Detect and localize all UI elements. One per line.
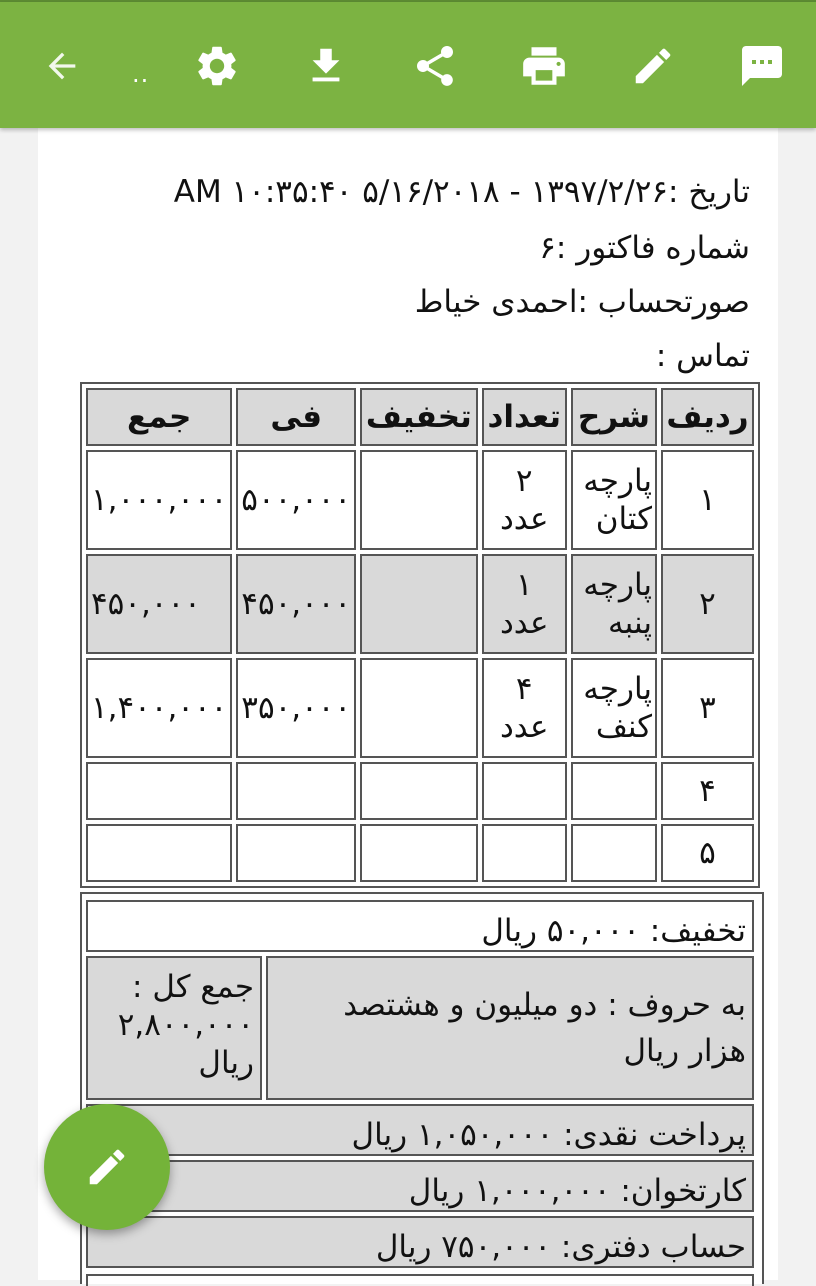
item-description: پارچه کتان [571, 450, 657, 550]
ledger-payment: حساب دفتری: ۷۵۰,۰۰۰ ریال [86, 1216, 754, 1268]
app-toolbar [0, 2, 816, 128]
item-description [571, 762, 657, 820]
table-row [86, 762, 754, 820]
back-button[interactable] [34, 36, 90, 96]
item-total: ۱,۰۰۰,۰۰۰ [86, 450, 232, 550]
item-quantity [482, 658, 567, 758]
column-header: تخفیف [360, 388, 478, 446]
item-price [236, 762, 356, 820]
print-button[interactable] [516, 36, 572, 96]
summary-row-partial [86, 1274, 754, 1286]
item-price: ۵۰۰,۰۰۰ [236, 450, 356, 550]
item-total [86, 762, 232, 820]
row-index: ۴ [661, 762, 754, 820]
row-index: ۱ [661, 450, 754, 550]
settings-button[interactable] [189, 36, 245, 96]
item-quantity [482, 450, 567, 550]
item-discount [360, 658, 478, 758]
card-payment: کارتخوان: ۱,۰۰۰,۰۰۰ ریال [86, 1160, 754, 1212]
quantity-value: ۴ [515, 671, 533, 707]
grand-total-unit: ریال [198, 1045, 254, 1081]
gear-icon [193, 42, 241, 90]
discount-total: تخفیف: ۵۰,۰۰۰ ریال [86, 900, 754, 952]
item-total [86, 824, 232, 882]
item-price: ۳۵۰,۰۰۰ [236, 658, 356, 758]
quantity-value: ۱ [515, 567, 533, 603]
column-header: جمع [86, 388, 232, 446]
table-row [86, 554, 754, 654]
column-header: ردیف [661, 388, 754, 446]
column-header: فی [236, 388, 356, 446]
print-icon [519, 41, 569, 91]
invoice-number: شماره فاکتور :۶ [539, 230, 750, 266]
item-discount [360, 824, 478, 882]
table-row [86, 658, 754, 758]
item-price [236, 824, 356, 882]
grand-total-label: جمع کل : [132, 969, 254, 1005]
message-button[interactable] [734, 36, 790, 96]
row-index: ۳ [661, 658, 754, 758]
share-button[interactable] [407, 36, 463, 96]
item-discount [360, 554, 478, 654]
invoice-date: تاریخ :۱۳۹۷/۲/۲۶ - ۵/۱۶/۲۰۱۸ ۱۰:۳۵:۴۰ AM [173, 174, 750, 210]
grand-total-value: ۲,۸۰۰,۰۰۰ [117, 1007, 254, 1043]
item-discount [360, 450, 478, 550]
back-arrow-icon [42, 46, 82, 86]
amount-in-words-line: به حروف : دو میلیون و هشتصد [343, 987, 746, 1023]
item-price: ۴۵۰,۰۰۰ [236, 554, 356, 654]
overflow-indicator[interactable]: .. [132, 60, 150, 88]
row-index: ۵ [661, 824, 754, 882]
item-quantity [482, 824, 567, 882]
item-quantity [482, 554, 567, 654]
quantity-unit: عدد [499, 501, 549, 537]
column-header: تعداد [482, 388, 567, 446]
item-total: ۱,۴۰۰,۰۰۰ [86, 658, 232, 758]
table-row [86, 824, 754, 882]
pencil-icon [84, 1144, 130, 1190]
edit-button[interactable] [625, 36, 681, 96]
row-index: ۲ [661, 554, 754, 654]
item-description [571, 824, 657, 882]
column-header: شرح [571, 388, 657, 446]
invoice-customer: صورتحساب :احمدی خیاط [414, 284, 750, 320]
table-row [86, 450, 754, 550]
download-button[interactable] [298, 36, 354, 96]
message-icon [738, 42, 786, 90]
grand-total [86, 956, 262, 1100]
quantity-value: ۲ [515, 463, 533, 499]
item-description: پارچه کنف [571, 658, 657, 758]
share-icon [411, 42, 459, 90]
item-quantity [482, 762, 567, 820]
amount-in-words-line: هزار ریال [623, 1033, 746, 1069]
invoice-items-table [80, 382, 760, 888]
quantity-unit: عدد [499, 709, 549, 745]
invoice-contact: تماس : [655, 338, 750, 374]
amount-in-words [266, 956, 754, 1100]
cash-payment: پرداخت نقدی: ۱,۰۵۰,۰۰۰ ریال [86, 1104, 754, 1156]
invoice-summary [80, 892, 764, 1284]
edit-fab[interactable] [44, 1104, 170, 1230]
download-icon [303, 43, 349, 89]
quantity-unit: عدد [499, 605, 549, 641]
item-discount [360, 762, 478, 820]
item-total: ۴۵۰,۰۰۰ [86, 554, 232, 654]
item-description: پارچه پنبه [571, 554, 657, 654]
pencil-icon [630, 43, 676, 89]
